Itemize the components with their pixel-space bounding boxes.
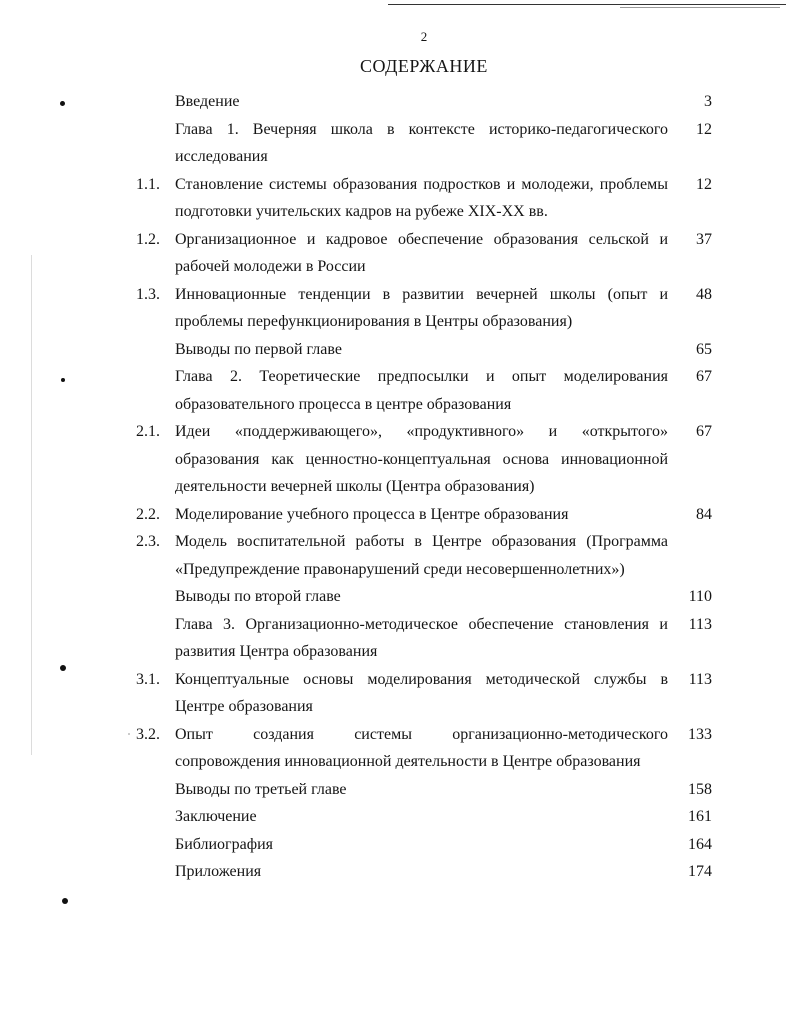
toc-entry-page: 12 xyxy=(696,120,712,138)
top-rule xyxy=(388,4,786,5)
page-number: 2 xyxy=(420,29,428,44)
toc-entry-number: 3.2. xyxy=(136,725,160,743)
toc-entry-page: 37 xyxy=(696,230,712,248)
toc-entry-number: 2.2. xyxy=(136,505,160,523)
toc-entry-title: Идеи «поддерживающего», «продуктивного» и «открытого» образования как ценностно-концептуальная основа инновационной деятельности вечерней школы (Центра образования) xyxy=(175,423,668,495)
toc-entry-title: Глава 1. Вечерняя школа в контексте историко-педагогического исследования xyxy=(175,120,668,165)
toc-entry-title: Концептуальные основы моделирования методической службы в Центре образования xyxy=(175,670,668,715)
toc-entry-title: Инновационные тенденции в развитии вечерней школы (опыт и проблемы перефункционирования в Центры образования) xyxy=(175,285,668,330)
toc-entry xyxy=(0,418,798,501)
toc-entry-number: 3.1. xyxy=(136,670,160,688)
toc-entry-page: 3 xyxy=(704,93,712,110)
toc-entry-title: Выводы по первой главе xyxy=(175,340,342,358)
page-title: СОДЕРЖАНИЕ xyxy=(360,56,488,76)
toc-entry-title: Моделирование учебного процесса в Центре образования xyxy=(175,505,569,523)
toc-entry-title: Заключение xyxy=(175,808,257,825)
scan-bullet-mark xyxy=(62,898,68,904)
toc-entry-title: Приложения xyxy=(175,863,262,880)
toc-entry xyxy=(0,831,798,859)
toc-entry-page: 12 xyxy=(696,175,712,193)
toc-entry-page: 158 xyxy=(688,780,712,798)
toc-entry xyxy=(0,171,798,226)
toc-entry-page: 133 xyxy=(688,725,712,743)
toc-entry-number: 1.1. xyxy=(136,175,160,193)
toc-entry-title: Организационное и кадровое обеспечение образования сельской и рабочей молодежи в России xyxy=(175,230,668,275)
toc-entry-page: 113 xyxy=(688,615,712,633)
toc-entry-page: 161 xyxy=(688,808,712,825)
toc-entry xyxy=(0,226,798,281)
toc-entry xyxy=(0,776,798,804)
toc-entry-number: 1.3. xyxy=(136,285,160,303)
toc-entry-title: Опыт создания системы организационно-методического сопровождения инновационной деятельности в Центре образования xyxy=(175,725,668,770)
toc-entry-page: 164 xyxy=(688,835,712,853)
toc-entry-page: 67 xyxy=(696,368,712,385)
toc-entry-page: 65 xyxy=(696,340,712,358)
toc-entry xyxy=(0,281,798,336)
toc-entry-page: 174 xyxy=(688,863,712,880)
toc-entry-title: Выводы по второй главе xyxy=(175,588,341,605)
toc-entry-title: Глава 2. Теоретические предпосылки и опыт моделирования образовательного процесса в центре образования xyxy=(175,368,668,413)
toc-entry xyxy=(0,666,798,721)
top-rule-faint xyxy=(620,7,780,8)
toc-entry-page: 48 xyxy=(696,285,712,303)
toc-entry xyxy=(0,501,798,529)
toc-entry-title: Введение xyxy=(175,93,240,110)
toc-entry xyxy=(0,116,798,171)
toc-entry-title: Глава 3. Организационно-методическое обеспечение становления и развития Центра образования xyxy=(175,615,668,660)
toc-entry-page: 113 xyxy=(688,670,712,688)
toc-entry xyxy=(0,803,798,831)
toc-entry xyxy=(0,721,798,776)
table-of-contents xyxy=(0,88,798,886)
toc-entry xyxy=(0,528,798,583)
toc-entry-number: 2.3. xyxy=(136,533,160,550)
toc-entry-title: Выводы по третьей главе xyxy=(175,780,347,798)
toc-entry-number: 2.1. xyxy=(136,423,160,440)
toc-entry xyxy=(0,336,798,364)
toc-entry-title: Становление системы образования подростков и молодежи, проблемы подготовки учительских кадров на рубеже XIX-XX вв. xyxy=(175,175,668,220)
toc-entry xyxy=(0,583,798,611)
toc-entry xyxy=(0,611,798,666)
toc-entry-page: 84 xyxy=(696,505,712,523)
toc-entry-page: 110 xyxy=(688,588,712,605)
toc-entry xyxy=(0,88,798,116)
toc-entry-number: 1.2. xyxy=(136,230,160,248)
toc-entry xyxy=(0,363,798,418)
toc-entry-title: Модель воспитательной работы в Центре образования (Программа «Предупреждение правонарушений среди несовершеннолетних») xyxy=(175,533,668,578)
toc-entry xyxy=(0,858,798,886)
toc-entry-title: Библиография xyxy=(175,835,273,853)
toc-entry-page: 67 xyxy=(696,423,712,440)
